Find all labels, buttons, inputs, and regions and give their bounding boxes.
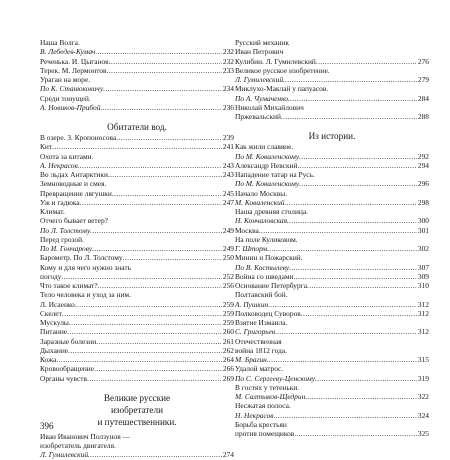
- toc-entry-title: Л. Гумилевский: [40, 450, 89, 460]
- toc-leader-dots: [274, 411, 417, 420]
- toc-entry-line: Удалой матрос.: [235, 364, 284, 374]
- toc-entry: [235, 309, 429, 318]
- toc-leader-dots: [315, 374, 417, 383]
- toc-entry-page: 300: [417, 216, 429, 226]
- toc-entry-title: По М. Коваленскому: [235, 179, 300, 189]
- toc-leader-dots: [103, 84, 222, 93]
- toc-leader-dots: [299, 152, 417, 161]
- toc-entry: [235, 272, 429, 281]
- toc-entry-line: Великое русское изобретение.: [235, 65, 330, 75]
- toc-leader-dots: [62, 309, 222, 318]
- toc-leader-dots: [288, 94, 417, 103]
- toc-entry: [40, 272, 234, 281]
- toc-entry-title: Что такое климат?: [40, 281, 98, 290]
- toc-entry: [40, 300, 234, 309]
- toc-entry: [235, 94, 429, 103]
- toc-leader-dots: [109, 57, 222, 66]
- toc-entry: [40, 103, 234, 112]
- toc-entry-page: 236: [222, 102, 234, 112]
- toc-leader-dots: [287, 216, 417, 225]
- toc-entry-title: Заразные болезни: [40, 336, 97, 346]
- toc-leader-dots: [98, 281, 222, 290]
- toc-entry: [235, 152, 429, 161]
- toc-entry-title: Основание Петербурга: [235, 281, 307, 290]
- toc-entry-page: 319: [417, 373, 429, 383]
- toc-entry: [40, 244, 234, 253]
- toc-entry: [40, 57, 234, 66]
- toc-entry-page: 249: [222, 244, 234, 253]
- toc-entry-line: На поле Куликовом.: [235, 234, 298, 244]
- toc-leader-dots: [301, 309, 417, 318]
- toc-entry-line: Иван Петрович: [235, 47, 284, 57]
- toc-entry-line: Среди тонущей.: [40, 93, 91, 103]
- toc-entry-line: Несжатая полоса.: [235, 401, 291, 411]
- toc-entry-title: Л. Гумилевский: [235, 75, 284, 84]
- toc-leader-dots: [56, 355, 221, 364]
- toc-entry: [40, 133, 234, 142]
- toc-entry: [235, 392, 429, 401]
- toc-entry-title: Дыхание: [40, 345, 69, 355]
- toc-entry: [40, 374, 234, 383]
- toc-entry: [235, 75, 429, 84]
- toc-entry-page: 259: [222, 299, 234, 309]
- toc-entry-line: Начало Москвы.: [235, 188, 288, 198]
- toc-entry-line: Как жили славяне.: [235, 142, 294, 152]
- toc-leader-dots: [281, 112, 417, 121]
- toc-leader-dots: [285, 198, 417, 207]
- toc-entry-line: Борьба крестьян: [235, 419, 287, 429]
- toc-entry-line: Отчего бывает ветер?: [40, 216, 108, 226]
- toc-entry-title: Полководец Суворов: [235, 308, 301, 318]
- toc-entry-title: По А. Чумаченко: [235, 93, 288, 103]
- toc-entry-page: 250: [222, 253, 234, 263]
- toc-entry-title: Кит: [40, 142, 53, 152]
- toc-entry-title: По Л. Толстому: [40, 225, 91, 235]
- toc-leader-dots: [268, 300, 417, 309]
- toc-entry-line: Минин и Пожарский.: [235, 253, 303, 263]
- toc-entry-title: По С. Сергееву-Ценскому: [235, 373, 316, 383]
- toc-leader-dots: [267, 244, 417, 253]
- toc-entry-page: 241: [222, 142, 234, 152]
- toc-leader-dots: [100, 103, 221, 112]
- toc-leader-dots: [299, 179, 417, 188]
- toc-leader-dots: [297, 161, 416, 170]
- toc-leader-dots: [259, 226, 417, 235]
- toc-entry-title: Кожа: [40, 355, 57, 364]
- toc-leader-dots: [92, 244, 222, 253]
- toc-entry-page: 232: [222, 47, 234, 57]
- toc-entry: [235, 263, 429, 272]
- toc-entry-page: 261: [222, 336, 234, 346]
- toc-entry-title: Мускулы: [40, 318, 69, 327]
- toc-leader-dots: [123, 253, 222, 262]
- toc-leader-dots: [88, 450, 222, 459]
- toc-entry-page: 279: [417, 75, 429, 84]
- toc-entry-page: 298: [417, 197, 429, 207]
- toc-leader-dots: [316, 57, 417, 66]
- toc-entry-title: Уж и гадюка: [40, 197, 80, 207]
- toc-entry-line: изобретатель двигателя.: [40, 441, 116, 450]
- toc-leader-dots: [289, 263, 417, 272]
- toc-entry-title: М. Салтыков-Щедрин: [235, 392, 306, 401]
- toc-entry: [40, 253, 234, 262]
- toc-entry-title: Во льдах Антарктики: [40, 170, 108, 179]
- toc-entry-line: Кому и для чего нужно знать: [40, 262, 131, 272]
- toc-entry: [235, 355, 429, 364]
- toc-entry-line: Наша Волга.: [40, 38, 80, 47]
- toc-entry-page: 256: [222, 281, 234, 290]
- toc-leader-dots: [294, 429, 417, 438]
- toc-leader-dots: [107, 66, 222, 75]
- toc-entry: [40, 281, 234, 290]
- toc-entry-title: Терек. М. Лермонтов: [40, 65, 107, 75]
- toc-entry-title: А. Новиков-Прибой: [40, 102, 101, 112]
- toc-entry-page: 292: [417, 151, 429, 161]
- toc-section-heading: и путешественники.: [97, 416, 177, 427]
- toc-entry-page: 243: [222, 170, 234, 179]
- toc-entry-line: Нападение татар на Русь.: [235, 170, 315, 179]
- toc-entry-line: Полтавский бой.: [235, 290, 288, 300]
- toc-entry-title: По В. Костылеву: [235, 262, 290, 272]
- toc-leader-dots: [68, 346, 222, 355]
- toc-entry-page: 259: [222, 308, 234, 318]
- toc-entry-page: 274: [222, 450, 234, 460]
- toc-entry: [235, 327, 429, 336]
- toc-entry-line: Тело человека и уход за ним.: [40, 290, 131, 300]
- toc-entry-title: В. Лебедев-Кумач: [40, 47, 96, 57]
- toc-entry-line: Перед грозой.: [40, 234, 84, 244]
- toc-entry-title: По К. Станюковичу: [40, 84, 104, 94]
- toc-entry-line: Наша древняя столица.: [235, 207, 309, 216]
- toc-leader-dots: [96, 337, 222, 346]
- toc-entry-page: 276: [417, 56, 429, 66]
- toc-entry-page: 324: [417, 410, 429, 420]
- toc-entry-page: 301: [417, 225, 429, 235]
- toc-entry-page: 249: [222, 225, 234, 235]
- toc-entry-page: 325: [417, 429, 429, 438]
- toc-entry-line: Климат.: [40, 207, 65, 216]
- toc-entry-title: Война со шведами: [235, 271, 294, 281]
- toc-entry: [40, 142, 234, 151]
- toc-entry: [40, 47, 234, 56]
- toc-entry-title: По М. Коваленскому: [235, 151, 300, 161]
- toc-leader-dots: [112, 189, 222, 198]
- toc-entry-page: 310: [417, 281, 429, 290]
- toc-entry-page: 264: [222, 355, 234, 364]
- toc-entry-page: 259: [222, 318, 234, 327]
- toc-entry: [235, 179, 429, 188]
- toc-section-heading: Из истории.: [308, 131, 356, 142]
- toc-entry-page: 262: [222, 345, 234, 355]
- toc-entry-page: 312: [417, 299, 429, 309]
- toc-spacer: [40, 112, 234, 121]
- toc-entry: [235, 226, 429, 235]
- toc-entry-title: С. Григорьев: [235, 327, 276, 337]
- toc-entry-title: А. Некрасов: [40, 160, 78, 170]
- toc-entry-page: 232: [222, 56, 234, 66]
- toc-entry-line: война 1812 года.: [235, 345, 288, 355]
- toc-entry-title: По И. Гончарову: [40, 244, 93, 253]
- toc-entry-page: 234: [222, 84, 234, 94]
- toc-spacer: [235, 121, 429, 130]
- toc-entry: [40, 337, 234, 346]
- toc-entry-title: Пржевальский: [235, 112, 281, 121]
- toc-entry-title: погоду: [40, 271, 62, 281]
- toc-leader-dots: [87, 374, 222, 383]
- toc-entry-line: Иван Иванович Ползунов —: [40, 431, 130, 441]
- toc-entry-page: 247: [222, 197, 234, 207]
- toc-leader-dots: [67, 327, 222, 336]
- toc-leader-dots: [90, 226, 222, 235]
- toc-entry-page: 233: [222, 65, 234, 75]
- toc-entry-page: 269: [222, 373, 234, 383]
- toc-entry-line: Земноводные и смея.: [40, 179, 107, 189]
- toc-entry-line: Николай Михайлович: [235, 102, 304, 112]
- toc-entry: [235, 300, 429, 309]
- toc-entry-page: 288: [417, 112, 429, 121]
- toc-entry-page: 296: [417, 179, 429, 189]
- toc-entry-page: 243: [222, 160, 234, 170]
- toc-entry-page: 284: [417, 93, 429, 103]
- toc-section-heading: Обитатели вод.: [107, 122, 167, 132]
- toc-leader-dots: [96, 47, 222, 56]
- toc-leader-dots: [108, 170, 222, 179]
- toc-entry-line: Отечественная: [235, 336, 282, 346]
- toc-entry: [40, 318, 234, 327]
- toc-entry-title: Александр Невский: [235, 160, 298, 170]
- toc-entry-title: А. Пушкин: [235, 299, 269, 309]
- toc-entry-page: 307: [417, 262, 429, 272]
- toc-entry: [40, 346, 234, 355]
- toc-entry-title: Скелет: [40, 308, 62, 318]
- toc-leader-dots: [275, 327, 417, 336]
- toc-entry: [40, 364, 234, 373]
- toc-right-column: [235, 38, 429, 438]
- toc-leader-dots: [293, 272, 416, 281]
- toc-entry-title: Превращение лягушки: [40, 188, 112, 198]
- toc-entry-title: Н. Некрасов: [235, 410, 274, 420]
- toc-leader-dots: [80, 198, 222, 207]
- toc-entry-line: В гостях у тетеньки.: [235, 382, 300, 392]
- toc-leader-dots: [305, 392, 417, 401]
- toc-entry: [235, 429, 429, 438]
- toc-entry-page: 245: [222, 188, 234, 198]
- toc-leader-dots: [94, 364, 222, 373]
- toc-entry: [40, 226, 234, 235]
- toc-entry-title: М. Брагин: [235, 355, 267, 364]
- toc-entry: [235, 57, 429, 66]
- toc-entry-title: Реченька. И. Цыганов: [40, 56, 109, 66]
- toc-entry-page: 312: [417, 327, 429, 337]
- toc-entry: [235, 216, 429, 225]
- toc-entry-title: Барометр. По Л. Толстому: [40, 253, 123, 263]
- toc-entry: [40, 198, 234, 207]
- toc-section-heading: Великие русские: [103, 392, 171, 403]
- toc-spacer: [40, 383, 234, 392]
- toc-entry-page: 266: [222, 364, 234, 374]
- toc-entry-title: Питание: [40, 327, 68, 337]
- toc-entry-title: Г. Шторм: [235, 244, 268, 253]
- toc-entry: [235, 374, 429, 383]
- toc-entry-title: Органы чувств: [40, 373, 87, 383]
- toc-entry: [235, 198, 429, 207]
- toc-entry: [40, 355, 234, 364]
- toc-entry: [235, 161, 429, 170]
- toc-entry-title: Москва: [235, 225, 259, 235]
- toc-entry-line: Миклухо-Маклай у папуасов.: [235, 84, 329, 94]
- toc-entry: [40, 450, 234, 459]
- toc-leader-dots: [52, 142, 222, 151]
- toc-left-column: [40, 38, 234, 460]
- toc-entry-page: 322: [417, 392, 429, 401]
- toc-entry-title: Кровообращение: [40, 364, 95, 374]
- toc-leader-dots: [61, 272, 221, 281]
- toc-entry-page: 260: [222, 327, 234, 337]
- toc-entry: [235, 411, 429, 420]
- toc-entry-page: 309: [417, 271, 429, 281]
- toc-entry-title: В озере. З. Кропоносова: [40, 133, 117, 142]
- toc-entry-title: против помещиков: [235, 429, 295, 438]
- toc-entry: [40, 66, 234, 75]
- toc-entry-line: Ураган на море.: [40, 75, 90, 84]
- toc-leader-dots: [69, 318, 222, 327]
- toc-entry: [40, 84, 234, 93]
- toc-entry-page: 302: [417, 244, 429, 253]
- toc-leader-dots: [267, 355, 417, 364]
- toc-entry: [40, 170, 234, 179]
- toc-entry-title: М. Коваленский: [235, 197, 285, 207]
- toc-entry: [40, 161, 234, 170]
- toc-entry-page: 294: [417, 160, 429, 170]
- toc-entry-title: Л. Исаенко: [40, 299, 75, 309]
- toc-entry-page: 239: [222, 133, 234, 142]
- toc-entry-line: Взятие Измаила.: [235, 318, 288, 327]
- toc-entry: [40, 309, 234, 318]
- toc-leader-dots: [75, 300, 222, 309]
- toc-leader-dots: [116, 133, 222, 142]
- toc-entry-page: 315: [417, 355, 429, 364]
- toc-leader-dots: [78, 161, 222, 170]
- toc-leader-dots: [283, 75, 417, 84]
- toc-entry-line: Охота за китами.: [40, 151, 94, 161]
- toc-entry: [235, 244, 429, 253]
- toc-leader-dots: [307, 281, 417, 290]
- toc-entry: [235, 281, 429, 290]
- toc-entry: [40, 189, 234, 198]
- toc-section-heading: изобретатели: [111, 404, 163, 415]
- page-number: 396: [40, 421, 54, 431]
- toc-entry-title: Кулибин. Л. Гумилевский: [235, 56, 316, 66]
- toc-entry-page: 312: [417, 308, 429, 318]
- toc-entry: [235, 112, 429, 121]
- toc-entry-line: Русский механик: [235, 38, 289, 47]
- toc-entry-page: 252: [222, 271, 234, 281]
- toc-entry-title: Н. Кончаловская: [235, 216, 288, 226]
- toc-entry: [40, 327, 234, 336]
